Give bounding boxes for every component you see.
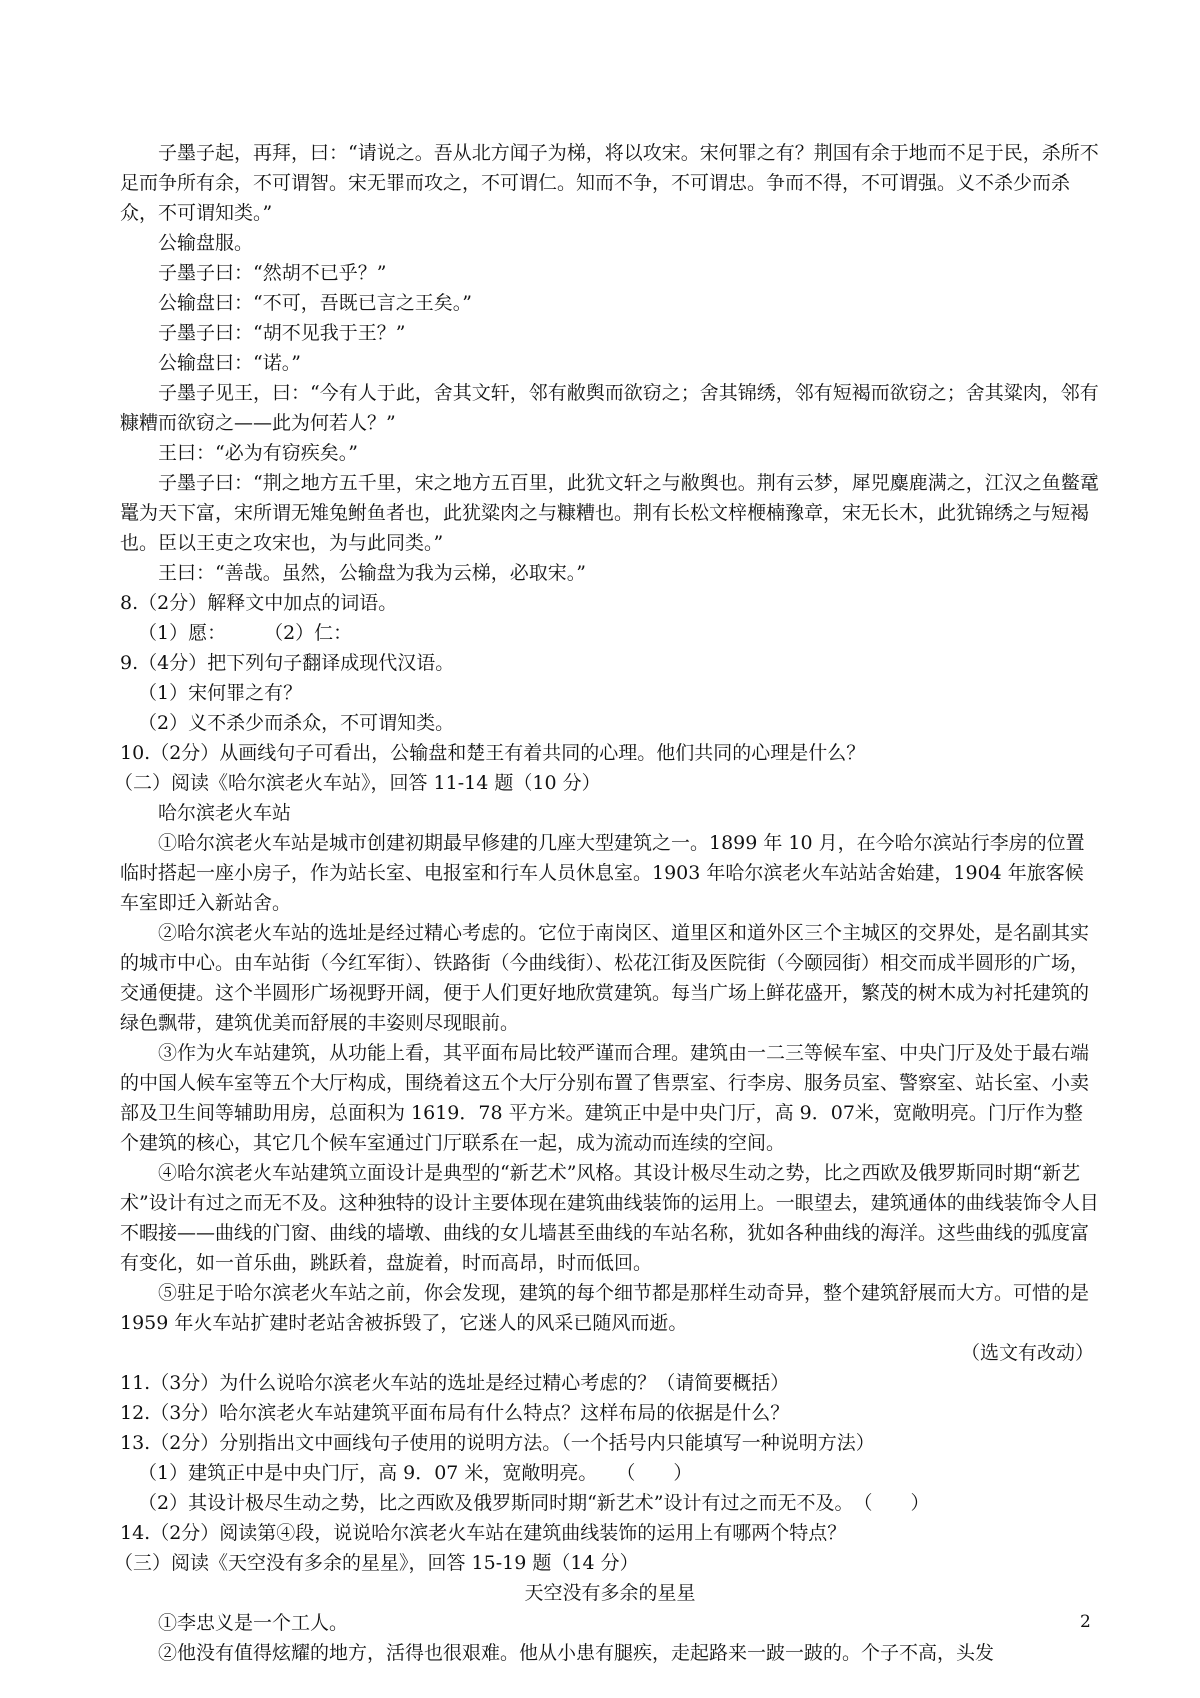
question-13-sub-2: （2）其设计极尽生动之势，比之西欧及俄罗斯同时期“新艺术”设计有过之而无不及。 （ ）: [138, 1492, 930, 1514]
passage-paragraph: 子墨子见王，曰：“今有人于此，舍其文轩，邻有敝舆而欲窃之；舍其锦绣，邻有短褐而欲窃之；舍其粱肉，邻有糠糟而欲窃之——此为何若人？”: [120, 382, 1099, 434]
question-14: 14.（2分）阅读第④段，说说哈尔滨老火车站在建筑曲线装饰的运用上有哪两个特点？: [120, 1522, 847, 1544]
passage-paragraph: 公输盘服。: [158, 232, 254, 254]
passage-paragraph: ③作为火车站建筑，从功能上看，其平面布局比较严谨而合理。建筑由一二三等候车室、中央门厅及处于最右端的中国人候车室等五个大厅构成，围绕着这五个大厅分别布置了售票室、行李房、服务员室、警察室、站长室、小卖部及卫生间等辅助用房，总面积为 1619．78 平方米。建筑正中是中央门厅，高 9．07米，宽敞明亮。门厅作为整个建筑的核心，其它几个候车室通过门厅联系在一起，成为流动而连续的空间。: [120, 1042, 1090, 1154]
question-9-sub-1: （1）宋何罪之有？: [138, 682, 303, 704]
source-note: （选文有改动）: [960, 1342, 1094, 1364]
passage-paragraph: 子墨子曰：“荆之地方五千里，宋之地方五百里，此犹文轩之与敝舆也。荆有云梦，犀兕麋鹿满之，江汉之鱼鳖鼋鼍为天下富，宋所谓无雉兔鲋鱼者也，此犹粱肉之与糠糟也。荆有长松文梓楩楠豫章，宋无长木，此犹锦绣之与短褐也。臣以王吏之攻宋也，为与此同类。”: [120, 472, 1099, 554]
page-number: 2: [1080, 1612, 1091, 1632]
passage-paragraph: 王曰：“善哉。虽然，公输盘为我为云梯，必取宋。”: [158, 562, 586, 584]
question-8-sub: （1）愿： （2）仁：: [138, 622, 353, 644]
passage-paragraph: ①哈尔滨老火车站是城市创建初期最早修建的几座大型建筑之一。1899 年 10 月，在今哈尔滨站行李房的位置临时搭起一座小房子，作为站长室、电报室和行车人员休息室。1903 年哈尔滨老火车站站舍始建，1904 年旅客候车室即迁入新站舍。: [120, 832, 1085, 914]
passage-paragraph: ⑤驻足于哈尔滨老火车站之前，你会发现，建筑的每个细节都是那样生动奇异，整个建筑舒展而大方。可惜的是 1959 年火车站扩建时老站舍被拆毁了，它迷人的风采已随风而逝。: [120, 1282, 1090, 1334]
passage-title: 天空没有多余的星星: [524, 1582, 696, 1604]
passage-paragraph: ②哈尔滨老火车站的选址是经过精心考虑的。它位于南岗区、道里区和道外区三个主城区的交界处，是名副其实的城市中心。由车站街（今红军街）、铁路街（今曲线街）、松花江街及医院街（今颐园街）相交而成半圆形的广场，交通便捷。这个半圆形广场视野开阔，便于人们更好地欣赏建筑。每当广场上鲜花盛开，繁茂的树木成为衬托建筑的绿色飘带，建筑优美而舒展的丰姿则尽现眼前。: [120, 922, 1090, 1034]
passage-paragraph: 公输盘曰：“诺。”: [158, 352, 301, 374]
question-8: 8.（2分）解释文中加点的词语。: [120, 592, 398, 614]
question-13-sub-1: （1）建筑正中是中央门厅，高 9．07 米，宽敞明亮。 （ ）: [138, 1462, 693, 1484]
question-13: 13.（2分）分别指出文中画线句子使用的说明方法。（一个括号内只能填写一种说明方法）: [120, 1432, 875, 1454]
passage-paragraph: 王曰：“必为有窃疾矣。”: [158, 442, 358, 464]
passage-paragraph: ②他没有值得炫耀的地方，活得也很艰难。他从小患有腿疾，走起路来一跛一跛的。个子不高，头发: [158, 1642, 995, 1664]
passage-paragraph: ①李忠义是一个工人。: [158, 1612, 349, 1634]
question-12: 12.（3分）哈尔滨老火车站建筑平面布局有什么特点？这样布局的依据是什么？: [120, 1402, 790, 1424]
document-page: [114, 138, 1100, 1668]
passage-title: 哈尔滨老火车站: [158, 802, 292, 824]
question-9: 9.（4分）把下列句子翻译成现代汉语。: [120, 652, 455, 674]
passage-paragraph: ④哈尔滨老火车站建筑立面设计是典型的“新艺术”风格。其设计极尽生动之势，比之西欧及俄罗斯同时期“新艺术”设计有过之而无不及。这种独特的设计主要体现在建筑曲线装饰的运用上。一眼望去，建筑通体的曲线装饰令人目不暇接——曲线的门窗、曲线的墙墩、曲线的女儿墙甚至曲线的车站名称，犹如各种曲线的海洋。这些曲线的弧度富有变化，如一首乐曲，跳跃着，盘旋着，时而高昂，时而低回。: [120, 1162, 1099, 1274]
passage-paragraph: 子墨子曰：“胡不见我于王？”: [158, 322, 406, 344]
passage-paragraph: 子墨子起，再拜，曰：“请说之。吾从北方闻子为梯，将以攻宋。宋何罪之有？荆国有余于地而不足于民，杀所不足而争所有余，不可谓智。宋无罪而攻之，不可谓仁。知而不争，不可谓忠。争而不得，不可谓强。义不杀少而杀众，不可谓知类。”: [120, 142, 1099, 224]
section-3-heading: （三）阅读《天空没有多余的星星》，回答 15-19 题（14 分）: [114, 1552, 639, 1574]
passage-paragraph: 公输盘曰：“不可，吾既已言之王矣。”: [158, 292, 472, 314]
passage-paragraph: 子墨子曰：“然胡不已乎？”: [158, 262, 387, 284]
question-11: 11.（3分）为什么说哈尔滨老火车站的选址是经过精心考虑的？（请简要概括）: [120, 1372, 790, 1394]
question-10: 10.（2分）从画线句子可看出，公输盘和楚王有着共同的心理。他们共同的心理是什么？: [120, 742, 866, 764]
section-2-heading: （二）阅读《哈尔滨老火车站》，回答 11-14 题（10 分）: [114, 772, 601, 794]
question-9-sub-2: （2）义不杀少而杀众，不可谓知类。: [138, 712, 455, 734]
